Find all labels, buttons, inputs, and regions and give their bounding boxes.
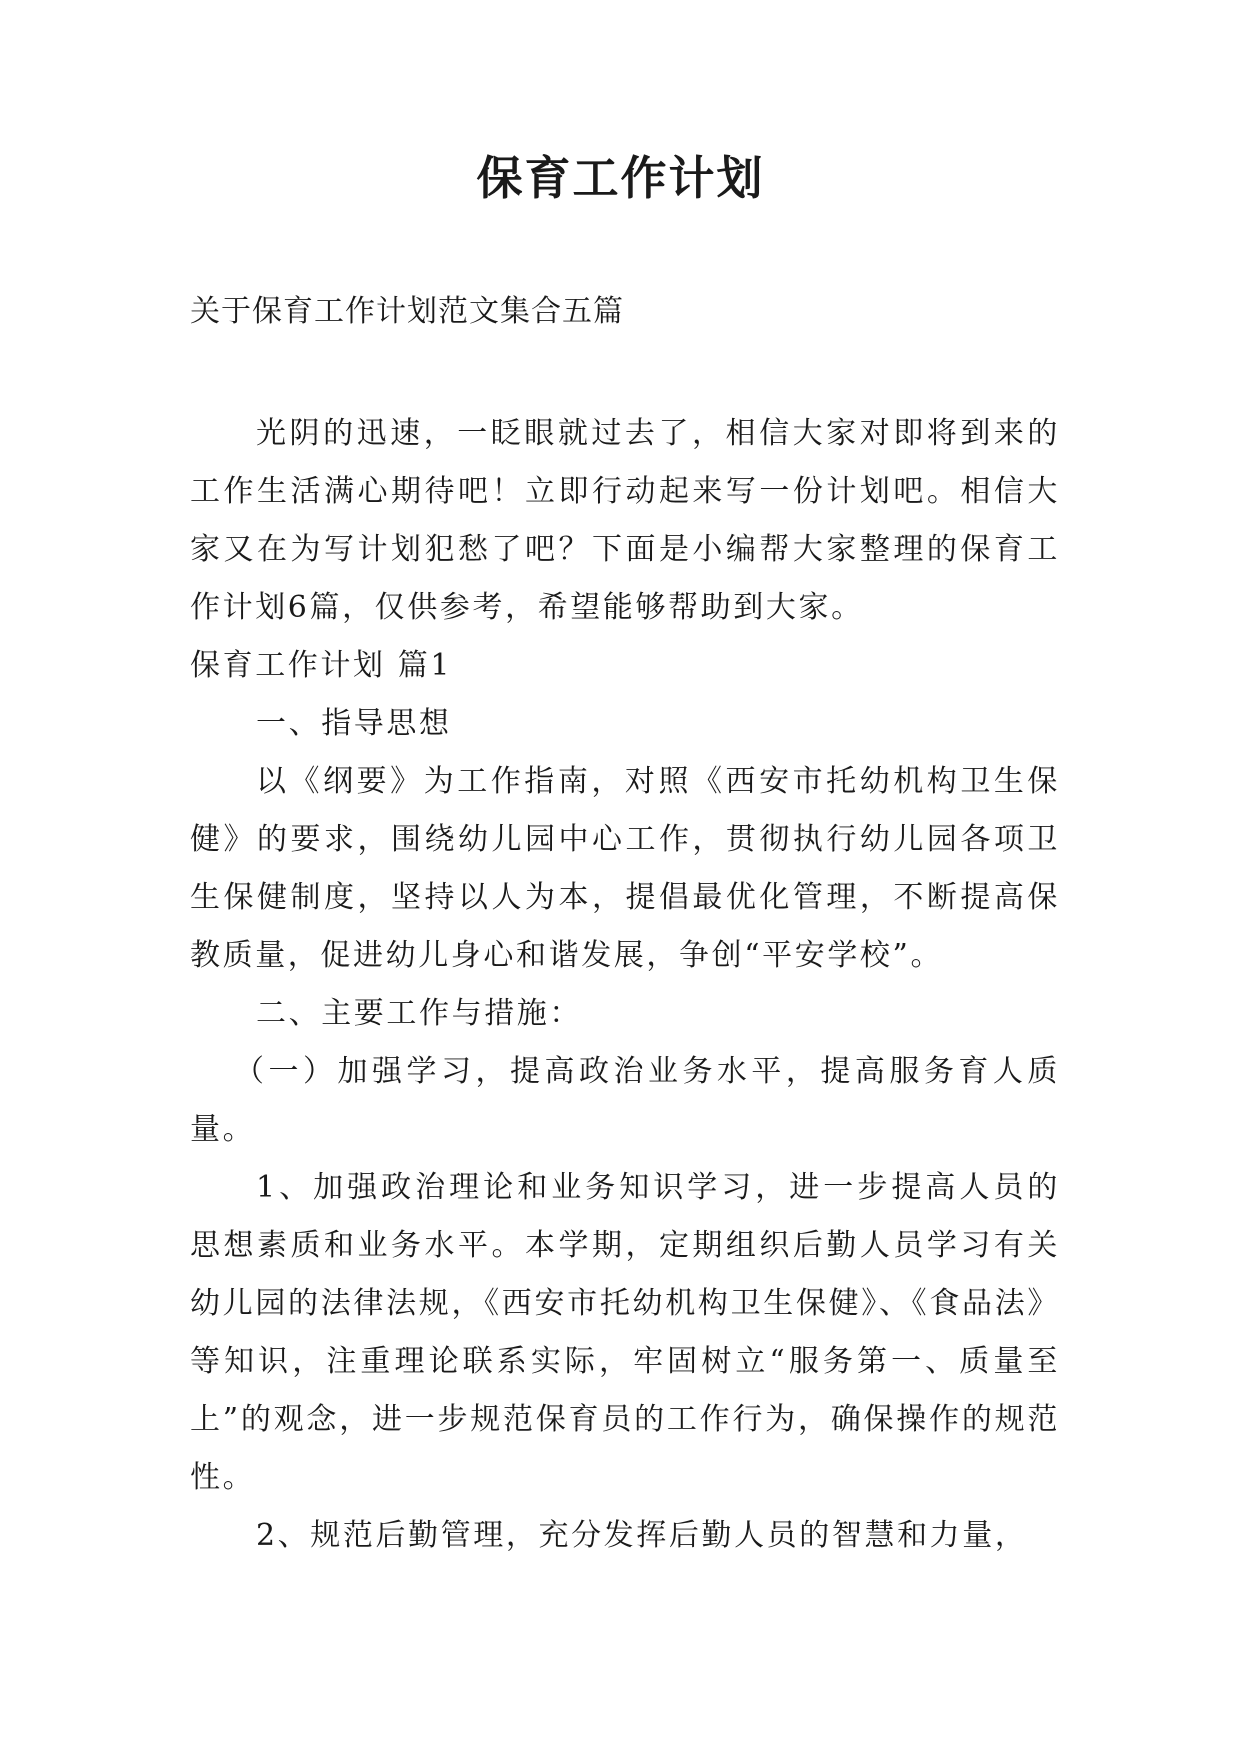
document-body (190, 405, 1060, 1565)
body-paragraph: （一）加强学习，提高政治业务水平，提高服务育人质量。 (190, 1054, 1060, 1147)
document-title: 保育工作计划 (476, 151, 765, 205)
document-subtitle: 关于保育工作计划范文集合五篇 (190, 294, 624, 329)
body-paragraph: 1、加强政治理论和业务知识学习，进一步提高人员的思想素质和业务水平。本学期，定期组织后勤人员学习有关幼儿园的法律法规，《西安市托幼机构卫生保健》、《食品法》等知识，注重理论联系实际，牢固树立“服务第一、质量至上”的观念，进一步规范保育员的工作行为，确保操作的规范性。 (190, 1170, 1060, 1495)
body-paragraph: 2、规范后勤管理，充分发挥后勤人员的智慧和力量， (256, 1518, 1028, 1553)
subsection-heading: 二、主要工作与措施： (256, 996, 582, 1031)
body-paragraph: 以《纲要》为工作指南，对照《西安市托幼机构卫生保健》的要求，围绕幼儿园中心工作，贯彻执行幼儿园各项卫生保健制度，坚持以人为本，提倡最优化管理，不断提高保教质量，促进幼儿身心和谐发展，争创“平安学校”。 (190, 764, 1060, 973)
subsection-heading: 一、指导思想 (256, 706, 452, 741)
section-heading: 保育工作计划 篇1 (190, 648, 453, 683)
intro-paragraph: 光阴的迅速，一眨眼就过去了，相信大家对即将到来的工作生活满心期待吧！立即行动起来写一份计划吧。相信大家又在为写计划犯愁了吧？下面是小编帮大家整理的保育工作计划6篇，仅供参考，希望能够帮助到大家。 (190, 416, 1060, 625)
